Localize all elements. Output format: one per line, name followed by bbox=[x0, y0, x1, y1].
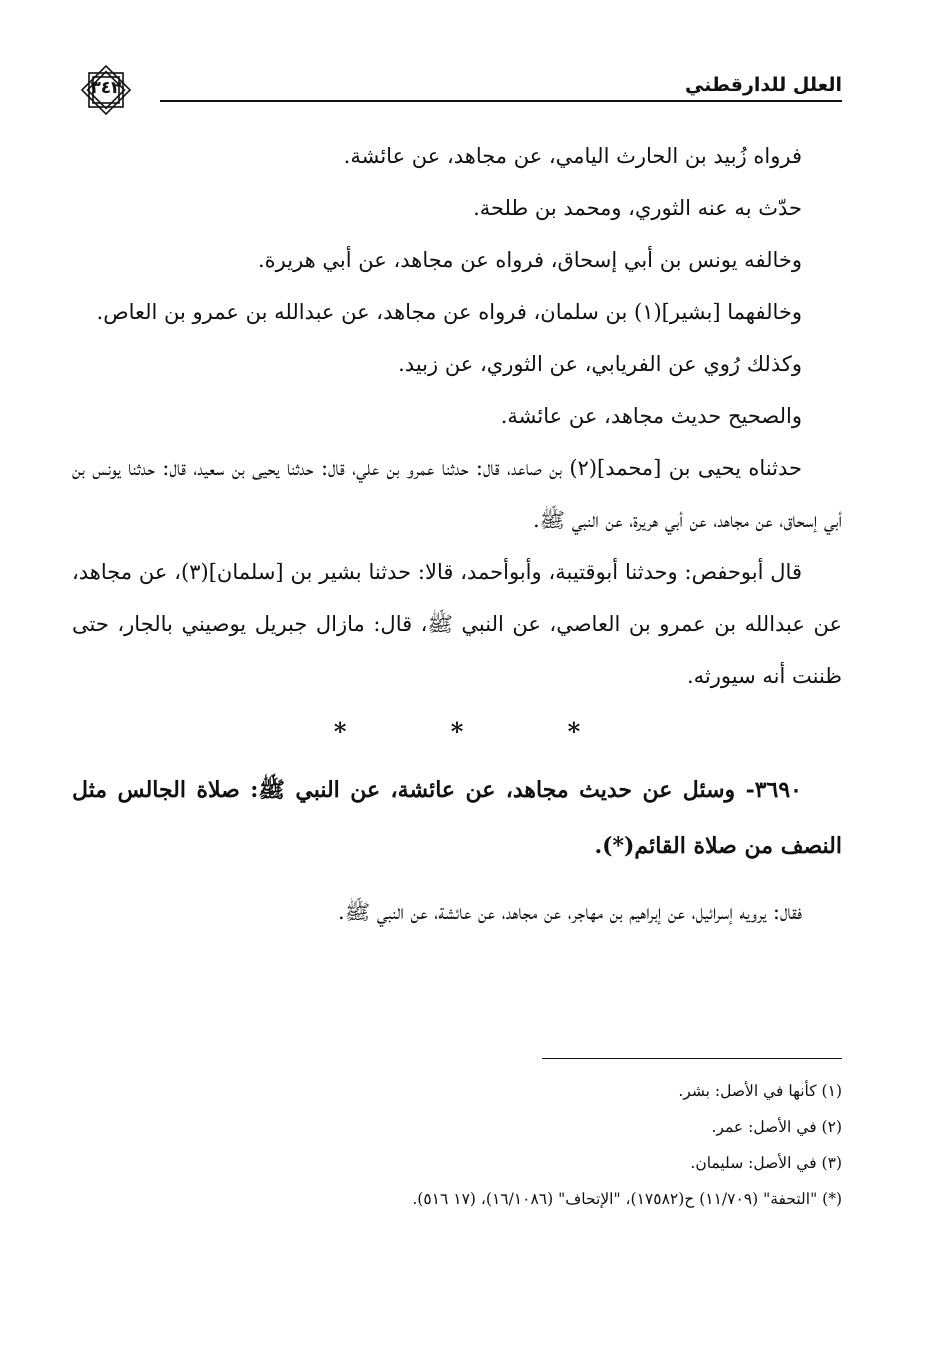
paragraph: وكذلك رُوي عن الفريابي، عن الثوري، عن زبيد. bbox=[398, 352, 802, 376]
paragraph: قال أبوحفص: وحدثنا أبوقتيبة، وأبوأحمد، قالا: حدثنا بشير بن [سلمان](٣)، عن مجاهد، عن عبدالله بن عمرو بن العاصي، عن النبي ﷺ، قال: مازال جبريل يوصيني بالجار، حتى ظننت أنه سيورثه. bbox=[72, 560, 842, 688]
footnote: (١) كأنها في الأصل: بشر. bbox=[678, 1082, 842, 1100]
entry-heading: ٣٦٩٠- وسئل عن حديث مجاهد، عن عائشة، عن النبي ﷺ: صلاة الجالس مثل النصف من صلاة القائم(*). bbox=[72, 777, 842, 859]
footnotes bbox=[72, 1073, 842, 1217]
footnote: (٢) في الأصل: عمر. bbox=[711, 1118, 842, 1136]
paragraph: والصحيح حديث مجاهد، عن عائشة. bbox=[500, 404, 802, 428]
page-number-badge bbox=[76, 60, 136, 120]
main-text bbox=[72, 130, 842, 938]
page-number: ٣٤٢ bbox=[90, 78, 122, 98]
running-title: العلل للدارقطني bbox=[685, 74, 842, 96]
paragraph: وخالفه يونس بن أبي إسحاق، فرواه عن مجاهد، عن أبي هريرة. bbox=[257, 248, 802, 272]
paragraph: حدّث به عنه الثوري، ومحمد بن طلحة. bbox=[473, 196, 802, 220]
footnote-rule bbox=[542, 1058, 842, 1059]
section-separator: * * * bbox=[333, 717, 629, 746]
footnote: (٣) في الأصل: سليمان. bbox=[690, 1154, 842, 1172]
paragraph: فرواه زُبيد بن الحارث اليامي، عن مجاهد، عن عائشة. bbox=[343, 144, 802, 168]
header-rule bbox=[160, 100, 842, 102]
answer-paragraph: فقال: يرويه إسرائيل، عن إبراهيم بن مهاجر، عن مجاهد، عن عائشة، عن النبي ﷺ. bbox=[338, 900, 802, 924]
paragraph: حدثناه يحيى بن [محمد](٢) بن صاعد، قال: حدثنا عمرو بن علي، قال: حدثنا يحيى بن سعيد، قال: حدثنا يونس بن أبي إسحاق، عن مجاهد، عن أبي هريرة، عن النبي ﷺ. bbox=[72, 456, 842, 532]
footnote: (*) "التحفة" (١١/٧٠٩) ح(١٧٥٨٢)، "الإتحاف" (١٦/١٠٨٦)، (١٧ ٥١٦). bbox=[412, 1190, 842, 1208]
paragraph: وخالفهما [بشير](١) بن سلمان، فرواه عن مجاهد، عن عبدالله بن عمرو بن العاص. bbox=[96, 300, 802, 324]
page-header bbox=[72, 60, 842, 116]
